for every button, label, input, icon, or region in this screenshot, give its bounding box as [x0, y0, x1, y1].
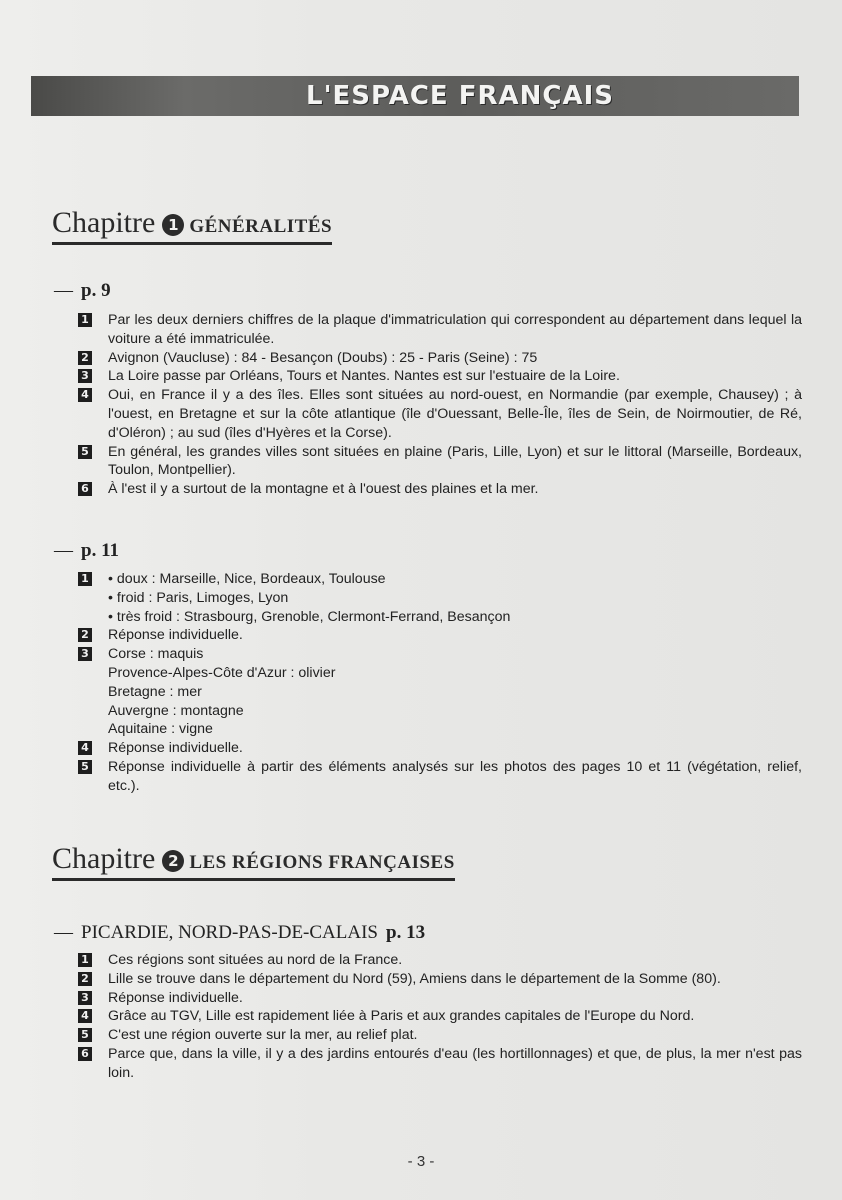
section-heading-p11 — [54, 540, 119, 562]
answer-text: Réponse individuelle à partir des éléments analysés sur les photos des pages 10 et 11 (végétation, relief, etc.). — [108, 758, 802, 794]
answer-bullet: • doux : Marseille, Nice, Bordeaux, Toulouse — [108, 571, 386, 587]
chapter-number-badge: 1 — [162, 214, 184, 236]
answer-text: En général, les grandes villes sont situées en plaine (Paris, Lille, Lyon) et sur le littoral (Marseille, Bordeaux, Toulon, Montpellier). — [108, 443, 802, 479]
question-number-badge: 1 — [78, 572, 92, 586]
answer-item — [78, 739, 802, 758]
answer-text: Avignon (Vaucluse) : 84 - Besançon (Doubs) : 25 - Paris (Seine) : 75 — [108, 349, 538, 366]
section-page-ref: p. 11 — [81, 540, 120, 561]
answer-item — [78, 570, 802, 626]
answer-item — [78, 1045, 802, 1083]
section-region-label: PICARDIE, NORD-PAS-DE-CALAIS — [81, 922, 378, 943]
question-number-badge: 5 — [78, 445, 92, 459]
question-number-badge: 3 — [78, 647, 92, 661]
answer-item — [78, 1026, 802, 1045]
banner-title: L'ESPACE FRANÇAIS — [306, 81, 614, 111]
answer-item — [78, 443, 802, 481]
page-banner — [31, 76, 799, 116]
section-page-ref: p. 9 — [81, 280, 111, 301]
chapter-title: GÉNÉRALITÉS — [189, 216, 333, 237]
question-number-badge: 4 — [78, 1009, 92, 1023]
answer-item — [78, 970, 802, 989]
question-number-badge: 3 — [78, 369, 92, 383]
chapter-number-badge: 2 — [162, 850, 184, 872]
chapter-1-heading — [52, 206, 332, 245]
answer-item — [78, 645, 802, 739]
chapter-word: Chapitre — [52, 842, 156, 875]
page-number: - 3 - — [407, 1153, 435, 1170]
answer-text: Auvergne : montagne — [108, 702, 244, 719]
answer-item — [78, 1007, 802, 1026]
answer-text: Grâce au TGV, Lille est rapidement liée à Paris et aux grandes capitales de l'Europe du Nord. — [108, 1008, 695, 1025]
answer-text: Réponse individuelle. — [108, 989, 243, 1006]
answer-item — [78, 989, 802, 1008]
answer-text: Corse : maquis — [108, 646, 204, 663]
section-dash: — — [54, 280, 73, 301]
section-heading-picardie — [54, 922, 425, 944]
answer-item — [78, 311, 802, 349]
question-number-badge: 1 — [78, 313, 92, 327]
question-number-badge: 6 — [78, 482, 92, 496]
answer-text: Bretagne : mer — [108, 683, 202, 700]
section-page-ref: p. 13 — [386, 922, 426, 943]
answer-list-p11 — [78, 570, 802, 796]
answer-list-p9 — [78, 311, 802, 499]
answer-item — [78, 951, 802, 970]
question-number-badge: 4 — [78, 388, 92, 402]
question-number-badge: 5 — [78, 1028, 92, 1042]
question-number-badge: 2 — [78, 972, 92, 986]
answer-item — [78, 349, 802, 368]
answer-text: Provence-Alpes-Côte d'Azur : olivier — [108, 664, 336, 681]
question-number-badge: 1 — [78, 953, 92, 967]
answer-text: Ces régions sont situées au nord de la France. — [108, 952, 403, 968]
answer-bullet: • froid : Paris, Limoges, Lyon — [108, 589, 289, 606]
answer-text: Lille se trouve dans le département du Nord (59), Amiens dans le département de la Somme (80). — [108, 970, 721, 987]
answer-bullet: • très froid : Strasbourg, Grenoble, Clermont-Ferrand, Besançon — [108, 608, 511, 625]
section-heading-p9 — [54, 280, 111, 302]
answer-text: Par les deux derniers chiffres de la plaque d'immatriculation qui correspondent au département dans lequel la voiture a été immatriculée. — [108, 312, 802, 347]
section-dash: — — [54, 922, 73, 943]
question-number-badge: 2 — [78, 351, 92, 365]
answer-item — [78, 367, 802, 386]
answer-text: C'est une région ouverte sur la mer, au relief plat. — [108, 1027, 418, 1044]
answer-text: Aquitaine : vigne — [108, 721, 213, 738]
chapter-2-heading — [52, 842, 455, 881]
question-number-badge: 5 — [78, 760, 92, 774]
question-number-badge: 2 — [78, 628, 92, 642]
answer-item — [78, 758, 802, 796]
answer-text: Parce que, dans la ville, il y a des jardins entourés d'eau (les hortillonnages) et que, de plus, la mer n'est pas loin. — [108, 1045, 802, 1081]
answer-text: La Loire passe par Orléans, Tours et Nantes. Nantes est sur l'estuaire de la Loire. — [108, 368, 620, 385]
question-number-badge: 4 — [78, 741, 92, 755]
section-dash: — — [54, 540, 73, 561]
answer-text: À l'est il y a surtout de la montagne et à l'ouest des plaines et la mer. — [108, 481, 539, 498]
question-number-badge: 6 — [78, 1047, 92, 1061]
answer-item — [78, 626, 802, 645]
answer-list-picardie — [78, 951, 802, 1083]
question-number-badge: 3 — [78, 991, 92, 1005]
answer-item — [78, 386, 802, 442]
answer-text: Oui, en France il y a des îles. Elles sont situées au nord-ouest, en Normandie (par exemple, Chausey) ; à l'ouest, en Bretagne et sur la côte atlantique (île d'Ouessant, Belle-Île, îles de Sein, de Noirmoutier, de Ré, d'Oléron) ; au sud (îles d'Hyères et la Corse). — [108, 387, 802, 441]
chapter-title: LES RÉGIONS FRANÇAISES — [189, 852, 455, 873]
answer-text: Réponse individuelle. — [108, 740, 243, 757]
chapter-word: Chapitre — [52, 206, 156, 239]
answer-text: Réponse individuelle. — [108, 627, 243, 644]
answer-item — [78, 480, 802, 499]
